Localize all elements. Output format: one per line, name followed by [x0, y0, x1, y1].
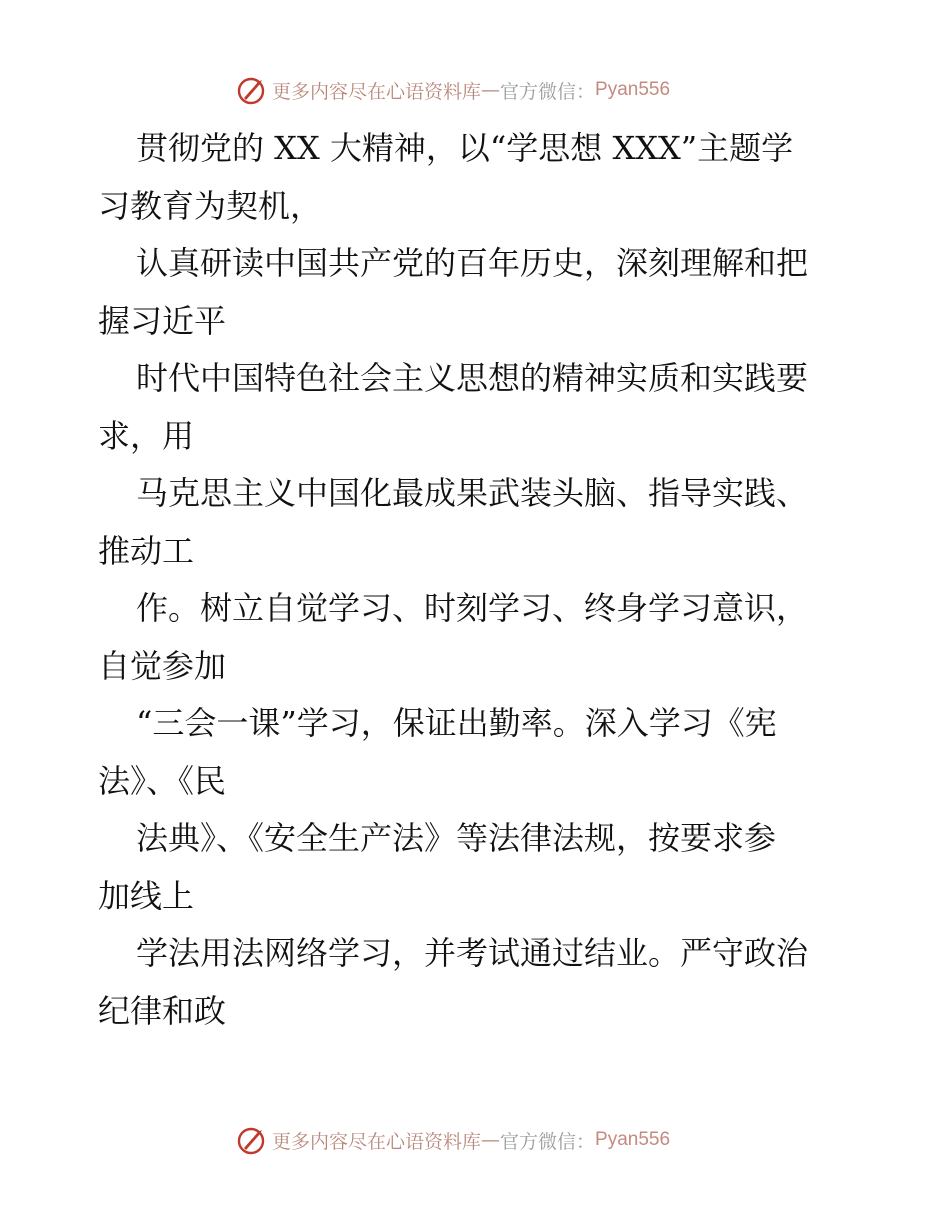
text-line: 自觉参加	[98, 646, 227, 685]
text-line: 推动工	[98, 531, 195, 570]
text-line: 马克思主义中国化最成果武装头脑、指导实践、	[136, 474, 809, 512]
watermark-separator: —	[481, 1129, 501, 1151]
document-body	[98, 120, 858, 1040]
text-line: “三会一课”学习，保证出勤率。深入学习《宪	[136, 704, 777, 742]
watermark-wechat-label: 官方微信：	[500, 80, 596, 103]
text-line: 贯彻党的 XX 大精神，以“学思想 XXX”主题学	[136, 129, 794, 167]
text-line: 法典》、《安全生产法》等法律法规，按要求参	[136, 819, 777, 857]
text-line: 作。树立自觉学习、时刻学习、终身学习意识，	[136, 589, 809, 627]
watermark-wechat-label: 官方微信：	[500, 1130, 596, 1153]
text-line: 纪律和政	[98, 991, 227, 1030]
watermark-wechat-id: Pyan556	[595, 1129, 671, 1150]
text-line: 求，用	[98, 416, 195, 455]
text-line: 认真研读中国共产党的百年历史，深刻理解和把	[136, 244, 809, 282]
text-line: 握习近平	[98, 301, 227, 340]
text-line: 习教育为契机，	[98, 186, 323, 225]
text-line: 加线上	[98, 876, 195, 915]
text-line: 法》、《民	[98, 761, 227, 800]
text-line: 时代中国特色社会主义思想的精神实质和实践要	[136, 359, 809, 397]
watermark-separator: —	[481, 79, 501, 101]
watermark-wechat-id: Pyan556	[595, 79, 671, 100]
header-watermark	[236, 73, 670, 107]
quill-pen-logo-icon	[236, 1124, 268, 1156]
text-line: 学法用法网络学习，并考试通过结业。严守政治	[136, 934, 809, 972]
watermark-site-text: 更多内容尽在心语资料库	[272, 1130, 482, 1153]
quill-pen-logo-icon	[236, 74, 268, 106]
footer-watermark	[236, 1123, 670, 1157]
watermark-site-text: 更多内容尽在心语资料库	[272, 80, 482, 103]
